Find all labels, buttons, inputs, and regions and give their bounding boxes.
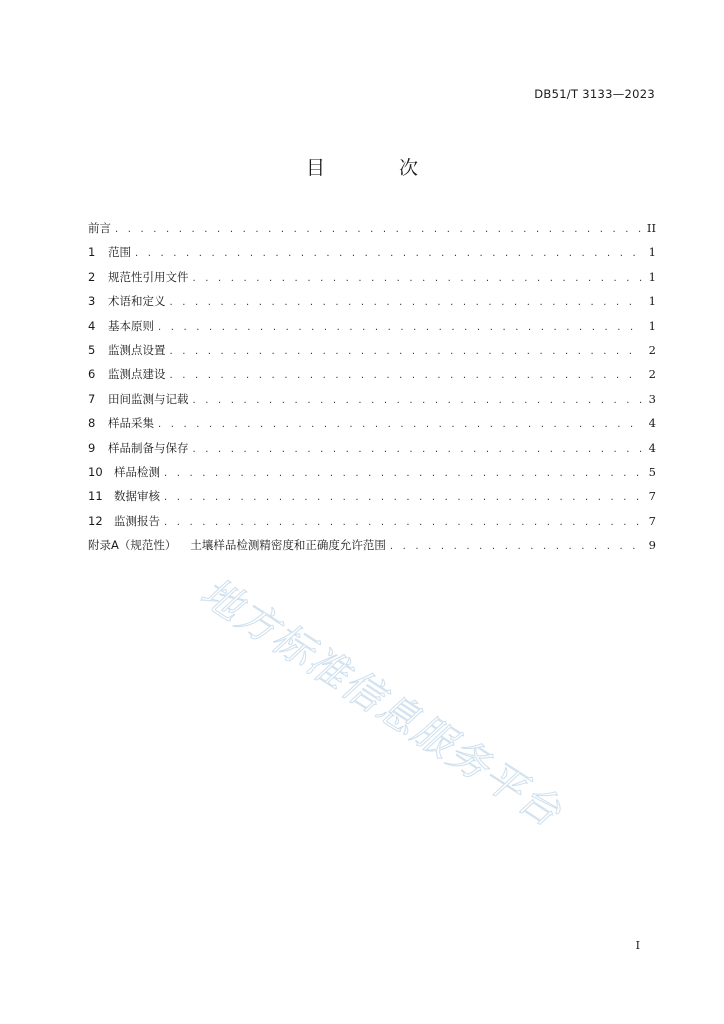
toc-item-number: 10 [88,464,103,479]
toc-leader-dots [193,391,643,411]
toc-leader-dots [193,269,643,289]
toc-item-number: 8 [88,416,96,431]
toc-item-label: 规范性引用文件 [108,269,189,284]
toc-item-label: 土壤样品检测精密度和正确度允许范围 [190,538,386,553]
toc-item-number: 2 [88,269,96,284]
toc-leader-dots [170,342,643,362]
toc-item-number: 11 [88,489,103,504]
toc-item-number: 3 [88,294,96,309]
toc-item-page: 2 [648,367,656,382]
page-title: 目 次 [305,157,453,179]
toc-item-number: 7 [88,391,96,406]
toc-item-number: 4 [88,318,96,333]
toc-item-label: 田间监测与记载 [108,391,189,406]
toc-leader-dots [390,537,642,557]
toc-item[interactable] [88,316,656,340]
toc-item[interactable] [88,462,656,486]
toc-item-label: 数据审核 [114,489,160,504]
toc-item-number: 12 [88,513,103,528]
toc-item[interactable] [88,535,656,559]
toc-item-label: 监测点建设 [108,367,166,382]
toc-item-page: 7 [648,513,656,528]
toc-item-page: 2 [648,342,656,357]
toc-item-number: 5 [88,342,96,357]
toc-item-page: 3 [648,391,656,406]
toc-item-page: 5 [648,464,656,479]
toc-leader-dots [135,244,642,264]
toc-item-page: 9 [648,538,656,553]
toc-item-number: 1 [88,245,96,260]
toc-item-label: 样品检测 [114,464,160,479]
watermark-text: 地方标准信息服务平台 [192,569,570,837]
toc-item-label: 前言 [88,221,111,235]
toc-leader-dots [193,440,643,460]
toc-leader-dots [164,513,642,533]
toc-leader-dots [115,220,642,240]
toc-leader-dots [164,488,642,508]
toc-item[interactable] [88,413,656,437]
toc-item-label: 样品采集 [108,416,154,431]
toc-item-page: 7 [648,489,656,504]
toc-item-page: 4 [648,440,656,455]
page-number: I [635,939,640,952]
toc-item-page: 1 [648,294,656,309]
toc-item[interactable] [88,291,656,315]
toc-item-label: 监测报告 [114,513,160,528]
toc-item[interactable] [88,218,656,242]
document-number: DB51/T 3133—2023 [534,87,655,101]
toc-item-label: 样品制备与保存 [108,440,189,455]
toc-item[interactable] [88,511,656,535]
toc-item[interactable] [88,340,656,364]
toc-leader-dots [158,318,642,338]
toc-item[interactable] [88,364,656,388]
toc-item-number: 附录A（规范性） [88,538,177,553]
toc-item[interactable] [88,267,656,291]
toc-item[interactable] [88,438,656,462]
toc-item-page: II [646,221,656,235]
toc-item[interactable] [88,242,656,266]
toc-item-label: 术语和定义 [108,294,166,309]
toc-item-label: 监测点设置 [108,342,166,357]
toc-leader-dots [170,366,643,386]
toc-item-page: 1 [648,245,656,260]
toc-item-page: 4 [648,416,656,431]
toc-item-number: 6 [88,367,96,382]
toc-item-label: 基本原则 [108,318,154,333]
table-of-contents [88,218,656,559]
toc-leader-dots [164,464,642,484]
toc-item-page: 1 [648,318,656,333]
toc-leader-dots [158,415,642,435]
toc-leader-dots [170,293,643,313]
toc-item-label: 范围 [108,245,131,260]
toc-item[interactable] [88,486,656,510]
toc-item-page: 1 [648,269,656,284]
toc-item[interactable] [88,389,656,413]
toc-item-number: 9 [88,440,96,455]
